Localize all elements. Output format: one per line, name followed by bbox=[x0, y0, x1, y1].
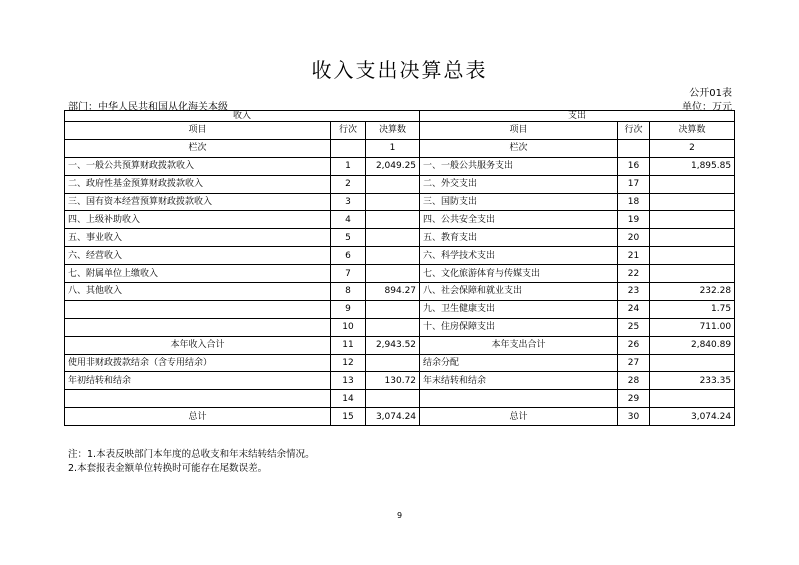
income-item-cell: 二、政府性基金预算财政拨款收入 bbox=[65, 175, 331, 193]
column-index-row bbox=[65, 139, 735, 157]
income-row-number-cell: 8 bbox=[331, 283, 366, 301]
income-amount-cell bbox=[366, 229, 420, 247]
table-row bbox=[65, 211, 735, 229]
expense-item-cell: 四、公共安全支出 bbox=[420, 211, 618, 229]
expense-row-number-cell: 27 bbox=[618, 354, 650, 372]
income-amount-cell bbox=[366, 193, 420, 211]
table-row bbox=[65, 229, 735, 247]
expense-amount-cell: 1.75 bbox=[650, 300, 735, 318]
expense-item-cell: 三、国防支出 bbox=[420, 193, 618, 211]
expense-row-number-cell: 26 bbox=[618, 336, 650, 354]
expense-amount-cell bbox=[650, 265, 735, 283]
column-index-label: 栏次 bbox=[65, 139, 331, 157]
income-amount-cell: 2,943.52 bbox=[366, 336, 420, 354]
income-amount-cell: 3,074.24 bbox=[366, 408, 420, 426]
expense-amount-cell bbox=[650, 229, 735, 247]
table-row bbox=[65, 175, 735, 193]
header-item-2: 项目 bbox=[420, 122, 618, 140]
expense-amount-cell: 3,074.24 bbox=[650, 408, 735, 426]
income-item-cell bbox=[65, 300, 331, 318]
income-item-cell: 总计 bbox=[65, 408, 331, 426]
expense-item-cell: 五、教育支出 bbox=[420, 229, 618, 247]
income-item-cell: 一、一般公共预算财政拨款收入 bbox=[65, 157, 331, 175]
expense-item-cell: 九、卫生健康支出 bbox=[420, 300, 618, 318]
income-item-cell: 五、事业收入 bbox=[65, 229, 331, 247]
income-item-cell: 七、附属单位上缴收入 bbox=[65, 265, 331, 283]
table-row bbox=[65, 193, 735, 211]
expense-row-number-cell: 30 bbox=[618, 408, 650, 426]
expense-item-cell: 本年支出合计 bbox=[420, 336, 618, 354]
income-row-number-cell: 10 bbox=[331, 318, 366, 336]
income-row-number-cell: 9 bbox=[331, 300, 366, 318]
expense-item-cell: 十、住房保障支出 bbox=[420, 318, 618, 336]
expense-row-number-cell: 21 bbox=[618, 247, 650, 265]
department-label: 部门：中华人民共和国从化海关本级 bbox=[68, 102, 228, 113]
income-amount-cell bbox=[366, 354, 420, 372]
income-row-number-cell: 13 bbox=[331, 372, 366, 390]
expense-amount-cell: 233.35 bbox=[650, 372, 735, 390]
income-amount-cell bbox=[366, 211, 420, 229]
expense-item-cell: 六、科学技术支出 bbox=[420, 247, 618, 265]
expense-row-number-cell: 22 bbox=[618, 265, 650, 283]
income-amount-cell bbox=[366, 265, 420, 283]
table-row bbox=[65, 283, 735, 301]
expense-row-number-cell: 24 bbox=[618, 300, 650, 318]
income-row-number-cell: 14 bbox=[331, 390, 366, 408]
income-row-number-cell: 3 bbox=[331, 193, 366, 211]
table-row bbox=[65, 300, 735, 318]
table-row bbox=[65, 372, 735, 390]
expense-amount-cell: 2,840.89 bbox=[650, 336, 735, 354]
expense-row-number-cell: 25 bbox=[618, 318, 650, 336]
expense-amount-cell: 711.00 bbox=[650, 318, 735, 336]
table-row bbox=[65, 336, 735, 354]
section-header-row bbox=[65, 111, 735, 122]
income-amount-cell bbox=[366, 390, 420, 408]
column-header-row bbox=[65, 122, 735, 140]
expense-item-cell: 一、一般公共服务支出 bbox=[420, 157, 618, 175]
note-line: 注：1.本表反映部门本年度的总收支和年末结转结余情况。 bbox=[68, 449, 315, 460]
table-row bbox=[65, 354, 735, 372]
header-row: 行次 bbox=[331, 122, 366, 140]
expense-item-cell: 结余分配 bbox=[420, 354, 618, 372]
income-item-cell: 六、经营收入 bbox=[65, 247, 331, 265]
income-row-number-cell: 12 bbox=[331, 354, 366, 372]
income-row-number-cell: 15 bbox=[331, 408, 366, 426]
column-index-2: 2 bbox=[650, 139, 735, 157]
income-item-cell bbox=[65, 390, 331, 408]
expense-row-number-cell: 18 bbox=[618, 193, 650, 211]
income-amount-cell bbox=[366, 247, 420, 265]
income-item-cell: 三、国有资本经营预算财政拨款收入 bbox=[65, 193, 331, 211]
column-index-1: 1 bbox=[366, 139, 420, 157]
income-amount-cell bbox=[366, 318, 420, 336]
expense-item-cell: 八、社会保障和就业支出 bbox=[420, 283, 618, 301]
table-row bbox=[65, 157, 735, 175]
income-amount-cell bbox=[366, 175, 420, 193]
income-amount-cell: 2,049.25 bbox=[366, 157, 420, 175]
expense-item-cell: 总计 bbox=[420, 408, 618, 426]
header-item: 项目 bbox=[65, 122, 331, 140]
income-row-number-cell: 11 bbox=[331, 336, 366, 354]
expense-item-cell: 二、外交支出 bbox=[420, 175, 618, 193]
expense-item-cell: 七、文化旅游体育与传媒支出 bbox=[420, 265, 618, 283]
income-row-number-cell: 4 bbox=[331, 211, 366, 229]
notes bbox=[68, 448, 315, 476]
table-row bbox=[65, 247, 735, 265]
expense-amount-cell bbox=[650, 390, 735, 408]
income-amount-cell bbox=[366, 300, 420, 318]
expense-item-cell: 年末结转和结余 bbox=[420, 372, 618, 390]
form-code: 公开01表 bbox=[689, 88, 732, 99]
income-row-number-cell: 2 bbox=[331, 175, 366, 193]
page-title: 收入支出决算总表 bbox=[311, 58, 488, 82]
expense-amount-cell bbox=[650, 354, 735, 372]
header-amount: 决算数 bbox=[366, 122, 420, 140]
expense-row-number-cell: 23 bbox=[618, 283, 650, 301]
income-item-cell: 四、上级补助收入 bbox=[65, 211, 331, 229]
income-amount-cell: 130.72 bbox=[366, 372, 420, 390]
expense-row-number-cell: 16 bbox=[618, 157, 650, 175]
expense-amount-cell bbox=[650, 247, 735, 265]
table-row bbox=[65, 265, 735, 283]
expense-row-number-cell: 28 bbox=[618, 372, 650, 390]
income-row-number-cell: 1 bbox=[331, 157, 366, 175]
table-row bbox=[65, 318, 735, 336]
budget-summary-table bbox=[64, 110, 735, 426]
expense-row-number-cell: 29 bbox=[618, 390, 650, 408]
income-row-number-cell: 6 bbox=[331, 247, 366, 265]
income-item-cell: 八、其他收入 bbox=[65, 283, 331, 301]
page-number: 9 bbox=[396, 511, 403, 520]
header-amount-2: 决算数 bbox=[650, 122, 735, 140]
income-item-cell: 本年收入合计 bbox=[65, 336, 331, 354]
table-row bbox=[65, 390, 735, 408]
expense-row-number-cell: 20 bbox=[618, 229, 650, 247]
expense-section-header: 支出 bbox=[420, 111, 735, 122]
expense-amount-cell: 232.28 bbox=[650, 283, 735, 301]
unit-label: 单位：万元 bbox=[682, 102, 732, 113]
expense-amount-cell: 1,895.85 bbox=[650, 157, 735, 175]
income-row-number-cell: 5 bbox=[331, 229, 366, 247]
table-row bbox=[65, 408, 735, 426]
income-row-number-cell: 7 bbox=[331, 265, 366, 283]
income-section-header: 收入 bbox=[65, 111, 420, 122]
expense-amount-cell bbox=[650, 193, 735, 211]
expense-row-number-cell: 19 bbox=[618, 211, 650, 229]
expense-item-cell bbox=[420, 390, 618, 408]
expense-amount-cell bbox=[650, 175, 735, 193]
column-index-label-2: 栏次 bbox=[420, 139, 618, 157]
note-line: 2.本套报表金额单位转换时可能存在尾数误差。 bbox=[68, 463, 268, 474]
income-item-cell: 年初结转和结余 bbox=[65, 372, 331, 390]
expense-row-number-cell: 17 bbox=[618, 175, 650, 193]
income-item-cell bbox=[65, 318, 331, 336]
header-row-2: 行次 bbox=[618, 122, 650, 140]
income-amount-cell: 894.27 bbox=[366, 283, 420, 301]
income-item-cell: 使用非财政拨款结余（含专用结余） bbox=[65, 354, 331, 372]
expense-amount-cell bbox=[650, 211, 735, 229]
